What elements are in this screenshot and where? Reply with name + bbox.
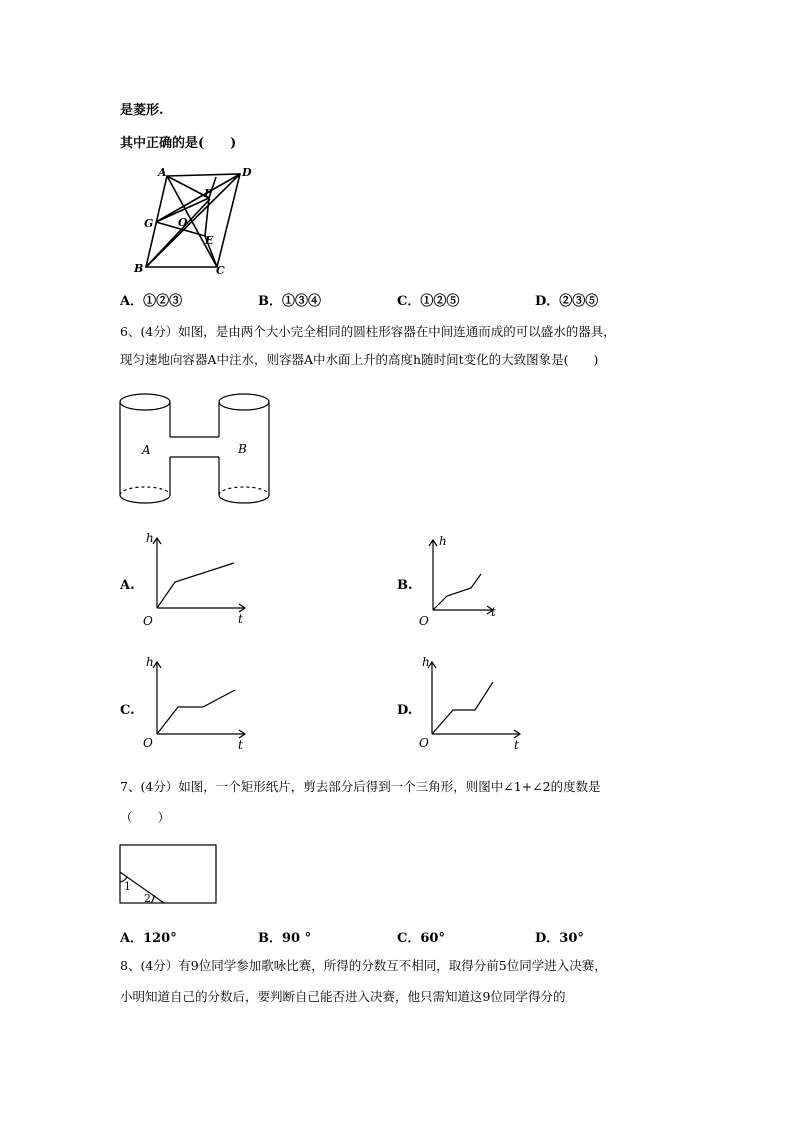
q7-option-d[interactable]: D．30°: [535, 931, 584, 946]
q6-text-line1: 6、(4分）如图，是由两个大小完全相同的圆柱形容器在中间连通而成的可以盛水的器具，: [120, 324, 616, 339]
q7-option-a[interactable]: A．120°: [120, 931, 177, 946]
q7-text-line2: （ ）: [120, 810, 171, 825]
q5-label-c: C: [216, 264, 225, 277]
q7-option-c[interactable]: C．60°: [397, 931, 445, 946]
q6-option-b[interactable]: B.: [397, 578, 413, 593]
q6-graph-d-o: O: [419, 736, 429, 750]
q6-graph-a-t: t: [238, 612, 243, 626]
q6-graph-b-h: h: [439, 534, 447, 548]
q5-option-a[interactable]: A．①②③: [120, 294, 183, 309]
q6-container-label-b: B: [238, 442, 247, 456]
q6-graph-c: [140, 652, 260, 752]
q6-option-a[interactable]: A.: [120, 578, 135, 593]
q5-tail-text: 是菱形.: [120, 103, 164, 118]
q6-graph-d-h: h: [422, 655, 430, 669]
q6-graph-c-o: O: [143, 736, 153, 750]
q5-option-d[interactable]: D．②③⑤: [535, 294, 599, 309]
q5-quadrilateral-figure: [130, 162, 260, 277]
q6-graph-c-h: h: [146, 655, 154, 669]
q5-label-e: E: [205, 234, 214, 247]
q5-label-a: A: [158, 166, 167, 179]
q5-option-b[interactable]: B．①③④: [258, 294, 321, 309]
q5-label-b: B: [134, 262, 144, 275]
q7-option-b[interactable]: B．90 °: [258, 931, 312, 946]
q6-graph-d: [415, 652, 535, 752]
q6-graph-b: [415, 530, 505, 630]
q8-text-line1: 8、(4分）有9位同学参加歌咏比赛，所得的分数互不相同，取得分前5位同学进入决赛，: [120, 958, 607, 973]
q6-graph-a-h: h: [146, 531, 154, 545]
q5-label-d: D: [242, 166, 252, 179]
q5-option-c[interactable]: C．①②⑤: [397, 294, 460, 309]
q7-text-line1: 7、(4分）如图，一个矩形纸片，剪去部分后得到一个三角形，则图中∠1+∠2的度数是: [120, 779, 601, 794]
q6-graph-a: [140, 530, 260, 630]
q7-rectangle-figure: [116, 842, 221, 908]
q6-option-c[interactable]: C.: [120, 703, 135, 718]
q8-text-line2: 小明知道自己的分数后，要判断自己能否进入决赛，他只需知道这9位同学得分的: [120, 989, 566, 1004]
q6-container-label-a: A: [142, 443, 151, 457]
q6-graph-a-o: O: [143, 614, 153, 628]
q6-graph-b-t: t: [491, 605, 496, 619]
q6-graph-d-t: t: [514, 738, 519, 752]
q6-graph-b-o: O: [419, 614, 429, 628]
q6-graph-c-t: t: [238, 738, 243, 752]
q6-option-d[interactable]: D.: [397, 703, 413, 718]
q5-label-o: O: [178, 216, 188, 229]
q5-label-g: G: [144, 217, 154, 230]
q7-angle-label-2: 2: [144, 892, 151, 905]
q5-label-f: F: [204, 187, 212, 200]
q6-container-figure: [118, 390, 278, 510]
q7-angle-label-1: 1: [124, 880, 131, 893]
q5-prompt: 其中正确的是( ): [120, 136, 237, 151]
q6-text-line2: 现匀速地向容器A中注水，则容器A中水面上升的高度h随时间t变化的大致图象是( ): [120, 352, 599, 367]
